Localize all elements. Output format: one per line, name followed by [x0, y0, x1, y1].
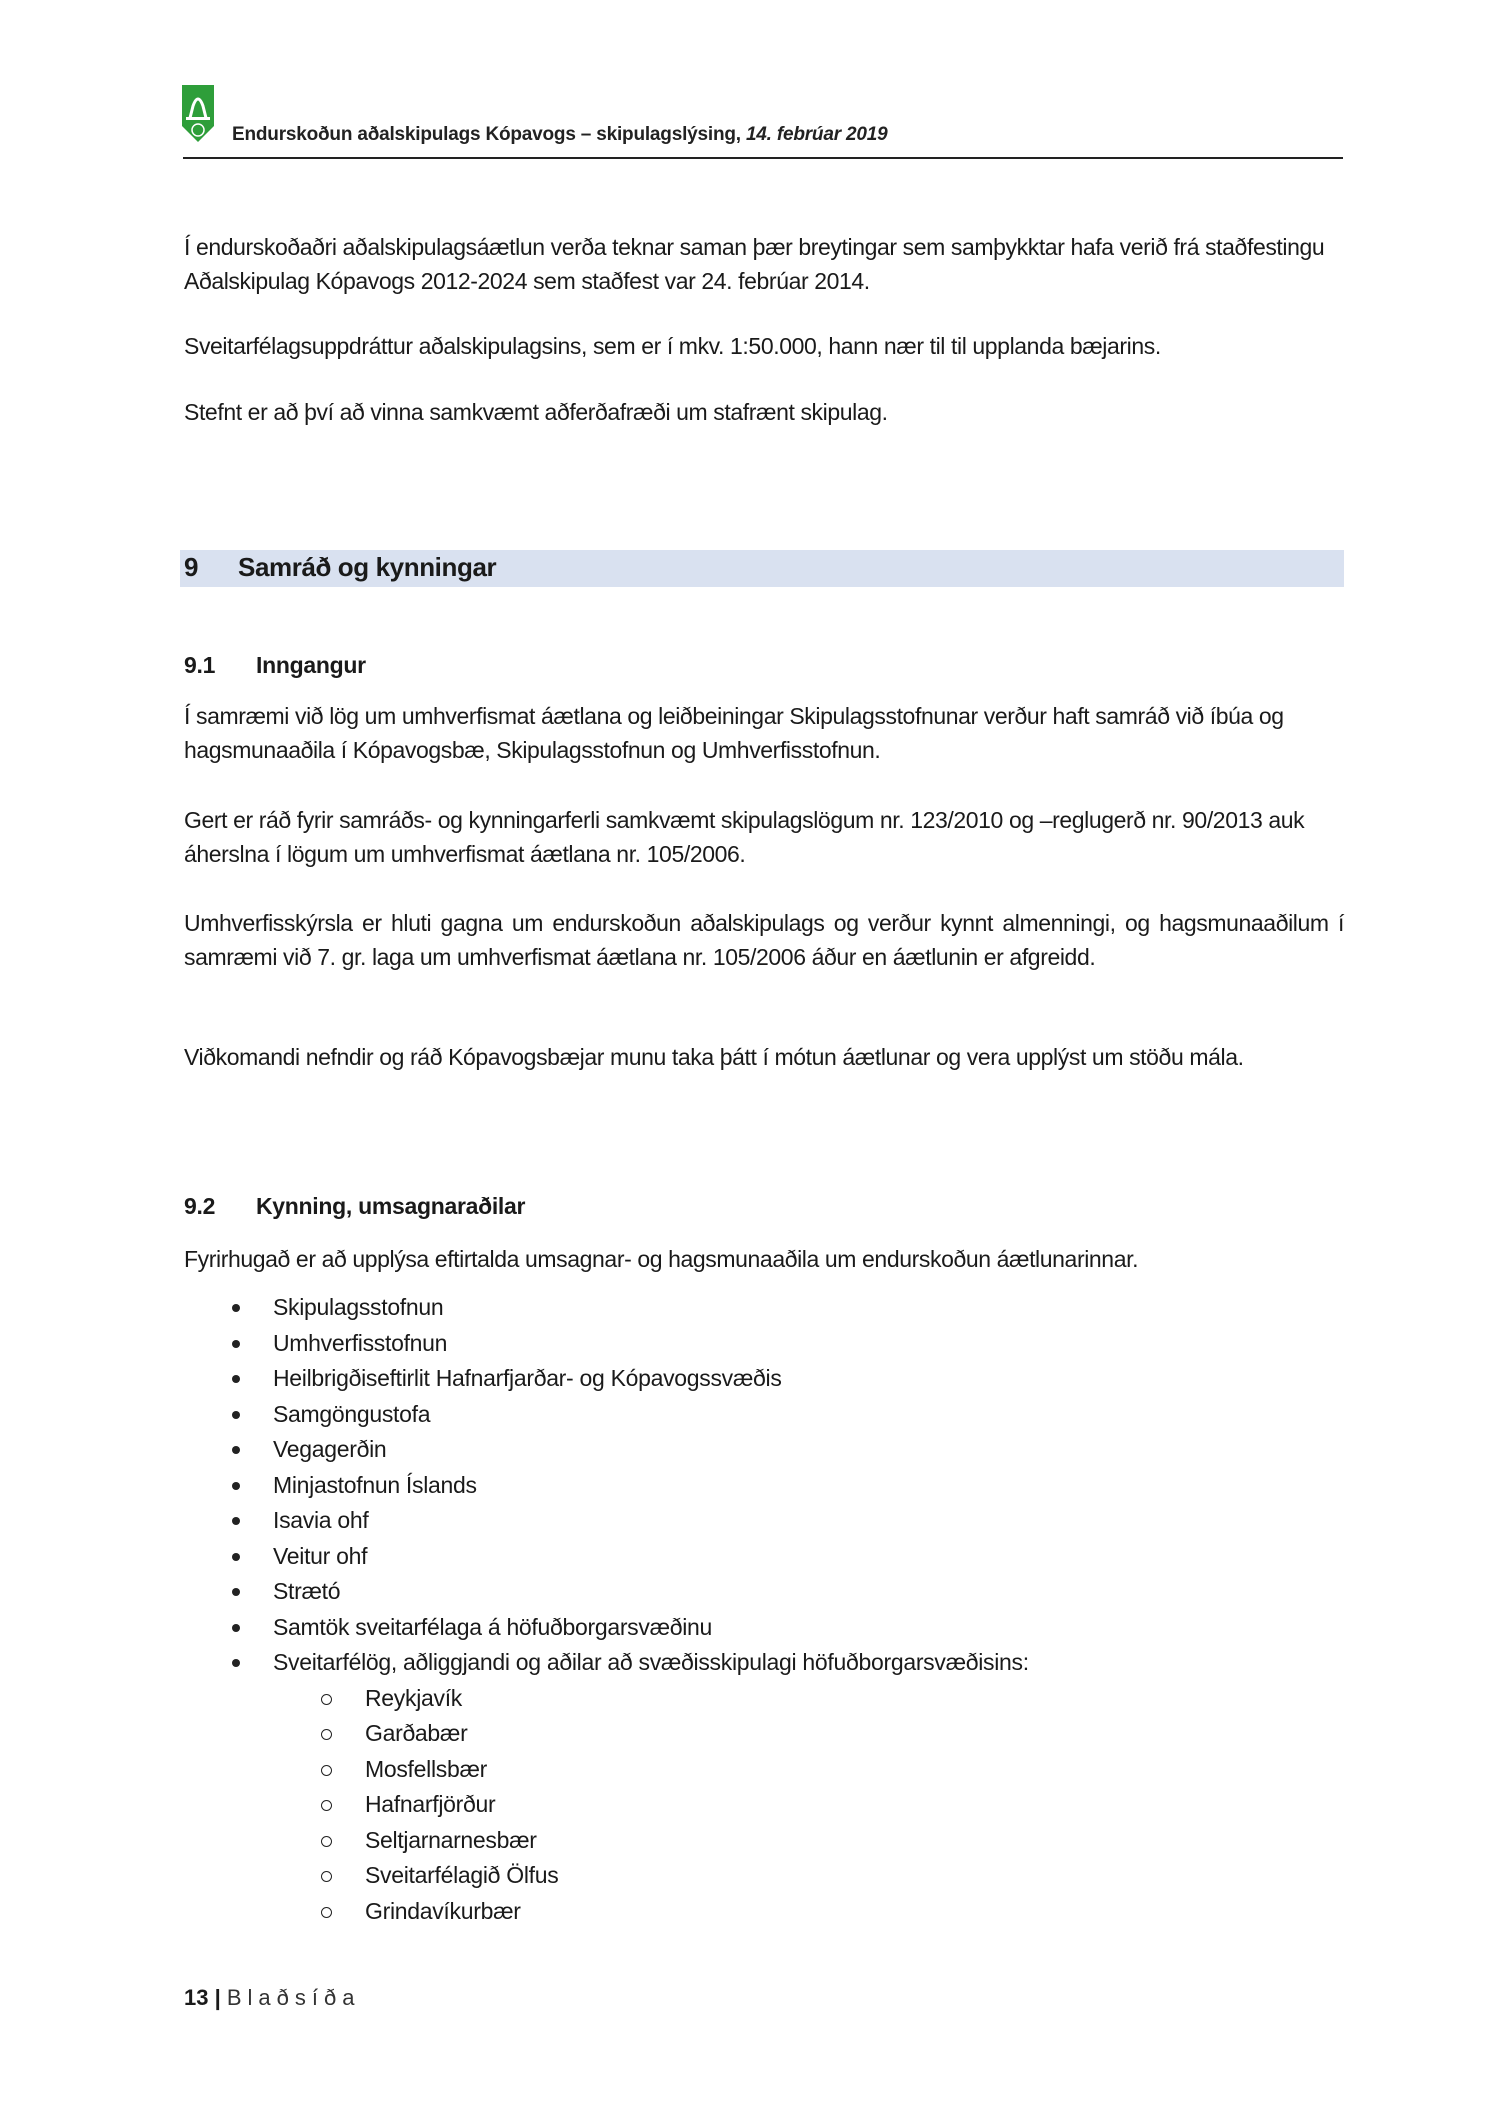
- list-item-text: Umhverfisstofnun: [273, 1329, 448, 1356]
- bullet-icon: [232, 1340, 240, 1348]
- sub-list-item-text: Grindavíkurbær: [365, 1897, 521, 1924]
- subsection-title: Kynning, umsagnaraðilar: [256, 1193, 526, 1219]
- sub-list-item-text: Seltjarnarnesbær: [365, 1826, 537, 1853]
- bullet-icon: [232, 1482, 240, 1490]
- section-number: 9: [184, 552, 199, 582]
- list-item: [184, 1468, 1344, 1504]
- bullet-icon: [232, 1304, 240, 1312]
- header-date: 14. febrúar 2019: [745, 124, 888, 145]
- section-9-1-paragraph-4: Viðkomandi nefndir og ráð Kópavogsbæjar munu taka þátt í mótun áætlunar og vera upplýst um stöðu mála.: [184, 1044, 1244, 1070]
- sub-list-item: [184, 1752, 1344, 1788]
- list-item: [184, 1610, 1344, 1646]
- subsection-number: 9.1: [184, 652, 216, 678]
- sub-list-item: [184, 1823, 1344, 1859]
- hollow-bullet-icon: [321, 1729, 332, 1740]
- sub-list-item: [184, 1894, 1344, 1930]
- hollow-bullet-icon: [321, 1871, 332, 1882]
- list-item-text: Skipulagsstofnun: [273, 1294, 444, 1320]
- stakeholder-list: [184, 1290, 1344, 1929]
- list-item-text: Samtök sveitarfélaga á höfuðborgarsvæðinu: [273, 1613, 713, 1640]
- list-item: [184, 1326, 1344, 1362]
- section-heading-9: [184, 552, 496, 583]
- list-item-text: Heilbrigðiseftirlit Hafnarfjarðar- og Kópavogssvæðis: [273, 1365, 782, 1391]
- intro-paragraph-1: Í endurskoðaðri aðalskipulagsáætlun verða teknar saman þær breytingar sem samþykktar hafa verið frá staðfestingu Aðalskipulag Kópavogs 2012-2024 sem staðfest var 24. febrúar 2014.: [184, 234, 1325, 294]
- section-9-1-paragraph-3: Umhverfisskýrsla er hluti gagna um endurskoðun aðalskipulags og verður kynnt almenningi, og hagsmunaaðilum í samræmi við 7. gr. laga um umhverfismat áætlana nr. 105/2006 áður en áætlunin er afgreidd.: [184, 910, 1344, 970]
- sub-list-item-text: Sveitarfélagið Ölfus: [365, 1862, 559, 1888]
- page-label: Blaðsíða: [226, 1985, 361, 2010]
- page-footer: [184, 1985, 361, 2011]
- list-item-text: Minjastofnun Íslands: [273, 1471, 477, 1498]
- sub-list-item-text: Garðabær: [365, 1720, 468, 1746]
- footer-separator: |: [208, 1985, 227, 2010]
- list-item: [184, 1503, 1344, 1539]
- intro-paragraph-3: Stefnt er að því að vinna samkvæmt aðferðafræði um stafrænt skipulag.: [184, 399, 888, 425]
- list-item: [184, 1539, 1344, 1575]
- bullet-icon: [232, 1659, 240, 1667]
- list-item: [184, 1432, 1344, 1468]
- hollow-bullet-icon: [321, 1765, 332, 1776]
- section-9-1-paragraph-1: Í samræmi við lög um umhverfismat áætlana og leiðbeiningar Skipulagsstofnunar verður haft samráð við íbúa og hagsmunaaðila í Kópavogsbæ, Skipulagsstofnun og Umhverfisstofnun.: [184, 703, 1284, 763]
- list-item: [184, 1645, 1344, 1681]
- bullet-icon: [232, 1553, 240, 1561]
- sub-list-item: [184, 1858, 1344, 1894]
- header-title: Endurskoðun aðalskipulags Kópavogs – skipulagslýsing,: [232, 124, 746, 145]
- subsection-number: 9.2: [184, 1193, 216, 1219]
- list-item-text: Strætó: [273, 1578, 341, 1604]
- sub-list-item: [184, 1787, 1344, 1823]
- list-item-text: Vegagerðin: [273, 1436, 387, 1462]
- header-rule: [183, 157, 1343, 159]
- section-9-2-intro: Fyrirhugað er að upplýsa eftirtalda umsagnar- og hagsmunaaðila um endurskoðun áætlunarinnar.: [184, 1246, 1139, 1272]
- list-item: [184, 1574, 1344, 1610]
- section-9-1-paragraph-2: Gert er ráð fyrir samráðs- og kynningarferli samkvæmt skipulagslögum nr. 123/2010 og –reglugerð nr. 90/2013 auk áherslna í lögum um umhverfismat áætlana nr. 105/2006.: [184, 807, 1305, 867]
- list-item: [184, 1361, 1344, 1397]
- sub-list-item: [184, 1716, 1344, 1752]
- hollow-bullet-icon: [321, 1907, 332, 1918]
- bullet-icon: [232, 1446, 240, 1454]
- list-item: [184, 1290, 1344, 1326]
- bullet-icon: [232, 1375, 240, 1383]
- intro-paragraph-2: Sveitarfélagsuppdráttur aðalskipulagsins, sem er í mkv. 1:50.000, hann nær til til upplanda bæjarins.: [184, 333, 1161, 359]
- section-title: Samráð og kynningar: [238, 552, 497, 582]
- document-header: [232, 124, 887, 146]
- subsection-title: Inngangur: [256, 652, 366, 678]
- subsection-heading-9-2: [184, 1193, 525, 1220]
- kopavogur-logo-icon: [181, 84, 215, 144]
- subsection-heading-9-1: [184, 652, 366, 679]
- list-item-text: Samgöngustofa: [273, 1400, 431, 1427]
- list-item-text: Veitur ohf: [273, 1542, 368, 1569]
- list-item-text: Sveitarfélög, aðliggjandi og aðilar að svæðisskipulagi höfuðborgarsvæðisins:: [273, 1649, 1029, 1675]
- sub-list-item-text: Reykjavík: [365, 1684, 462, 1711]
- hollow-bullet-icon: [321, 1800, 332, 1811]
- bullet-icon: [232, 1588, 240, 1596]
- page-number: 13: [184, 1985, 209, 2010]
- list-item: [184, 1397, 1344, 1433]
- list-item-text: Isavia ohf: [273, 1507, 369, 1533]
- hollow-bullet-icon: [321, 1836, 332, 1847]
- bullet-icon: [232, 1624, 240, 1632]
- bullet-icon: [232, 1517, 240, 1525]
- sub-list-item: [184, 1681, 1344, 1717]
- sub-list-item-text: Mosfellsbær: [365, 1755, 487, 1782]
- bullet-icon: [232, 1411, 240, 1419]
- hollow-bullet-icon: [321, 1694, 332, 1705]
- sub-list-item-text: Hafnarfjörður: [365, 1791, 496, 1817]
